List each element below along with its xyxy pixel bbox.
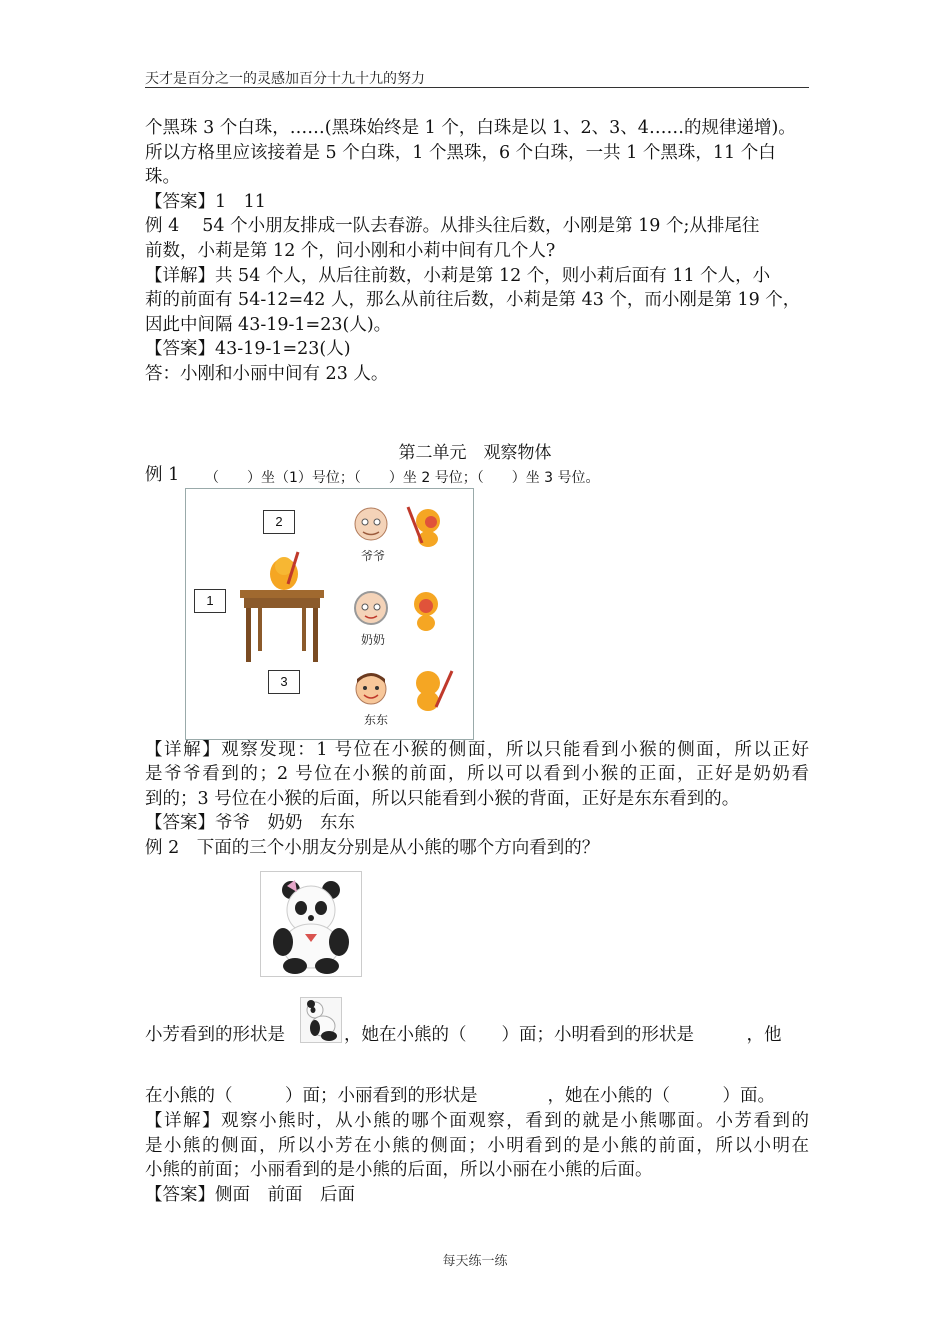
detail-line: 【详解】观察发现：1 号位在小猴的侧面，所以只能看到小猴的侧面，所以正好 <box>145 740 809 760</box>
example-2-question: 例 2 下面的三个小朋友分别是从小熊的哪个方向看到的？ <box>145 838 600 858</box>
text-line: 珠。 <box>145 167 180 187</box>
detail-line: 是爷爷看到的；2 号位在小猴的前面，所以可以看到小猴的正面，正好是奶奶看 <box>145 764 809 784</box>
seat-box-3: 3 <box>268 670 300 694</box>
seating-figure <box>185 488 474 740</box>
footer-text: 每天练一练 <box>442 1254 508 1269</box>
answer-line: 【答案】1 11 <box>145 192 266 212</box>
example-1-label: 例 1 <box>145 465 180 485</box>
grandma-face-icon <box>351 589 391 627</box>
monkey-back-icon <box>406 667 456 715</box>
detail-line: 【详解】共 54 个人，从后往前数，小莉是第 12 个，则小莉后面有 11 个人，小 <box>145 266 771 286</box>
seat-box-1: 1 <box>194 589 226 613</box>
table-with-monkey-illustration <box>236 544 328 664</box>
example-1-question: （ ）坐（1）号位；（ ）坐 2 号位；（ ）坐 3 号位。 <box>205 470 600 486</box>
answer-line: 【答案】侧面 前面 后面 <box>145 1185 355 1205</box>
panda-bear-illustration <box>261 872 361 976</box>
xiaofang-line-prefix: 小芳看到的形状是 <box>145 1025 285 1045</box>
panda-side-icon <box>301 998 341 1042</box>
detail-line: 小熊的前面；小丽看到的是小熊的后面，所以小丽在小熊的后面。 <box>145 1160 653 1180</box>
text-line: 个黑珠 3 个白珠，……(黑珠始终是 1 个，白珠是以 1、2、3、4……的规律递增)。 <box>145 118 796 138</box>
monkey-front-icon <box>408 589 444 633</box>
answer-line: 【答案】43-19-1=23(人) <box>145 339 351 359</box>
panda-side-thumbnail <box>300 997 342 1043</box>
header-motto: 天才是百分之一的灵感加百分十九十九的努力 <box>145 71 425 87</box>
person-label-grandpa: 爷爷 <box>361 549 386 563</box>
answer-line: 【答案】爷爷 奶奶 东东 <box>145 813 355 833</box>
detail-line: 是小熊的侧面，所以小芳在小熊的侧面；小明看到的是小熊的前面，所以小明在 <box>145 1136 809 1156</box>
unit-title: 第二单元 观察物体 <box>398 443 552 463</box>
person-label-grandma: 奶奶 <box>361 633 386 647</box>
grandpa-face-icon <box>351 505 391 543</box>
reply-line: 答：小刚和小丽中间有 23 人。 <box>145 364 389 384</box>
detail-line: 莉的前面有 54-12=42 人，那么从前往后数，小莉是第 43 个，而小刚是第 19 个， <box>145 290 801 310</box>
detail-line: 到的；3 号位在小猴的后面，所以只能看到小猴的背面，正好是东东看到的。 <box>145 789 740 809</box>
text-line: 所以方格里应该接着是 5 个白珠，1 个黑珠，6 个白珠，一共 1 个黑珠，11 个白 <box>145 143 776 163</box>
detail-line: 因此中间隔 43-19-1=23(人)。 <box>145 315 392 335</box>
detail-line: 【详解】观察小熊时，从小熊的哪个面观察，看到的就是小熊哪面。小芳看到的 <box>145 1111 809 1131</box>
xiaoli-line: 在小熊的（ ）面；小丽看到的形状是 ，她在小熊的（ ）面。 <box>145 1086 775 1106</box>
example-4-question: 例 4 54 个小朋友排成一队去春游。从排头往后数，小刚是第 19 个;从排尾往 <box>145 216 760 236</box>
panda-image <box>260 871 362 977</box>
xiaofang-line-suffix: ，她在小熊的（ ）面；小明看到的形状是 ，他 <box>344 1025 782 1045</box>
person-label-dongdong: 东东 <box>364 713 389 727</box>
seat-box-2: 2 <box>263 510 295 534</box>
text-line: 前数，小莉是第 12 个，问小刚和小莉中间有几个人? <box>145 241 556 261</box>
header-rule <box>145 87 809 88</box>
monkey-side-icon <box>404 503 448 549</box>
boy-face-icon <box>351 669 391 707</box>
